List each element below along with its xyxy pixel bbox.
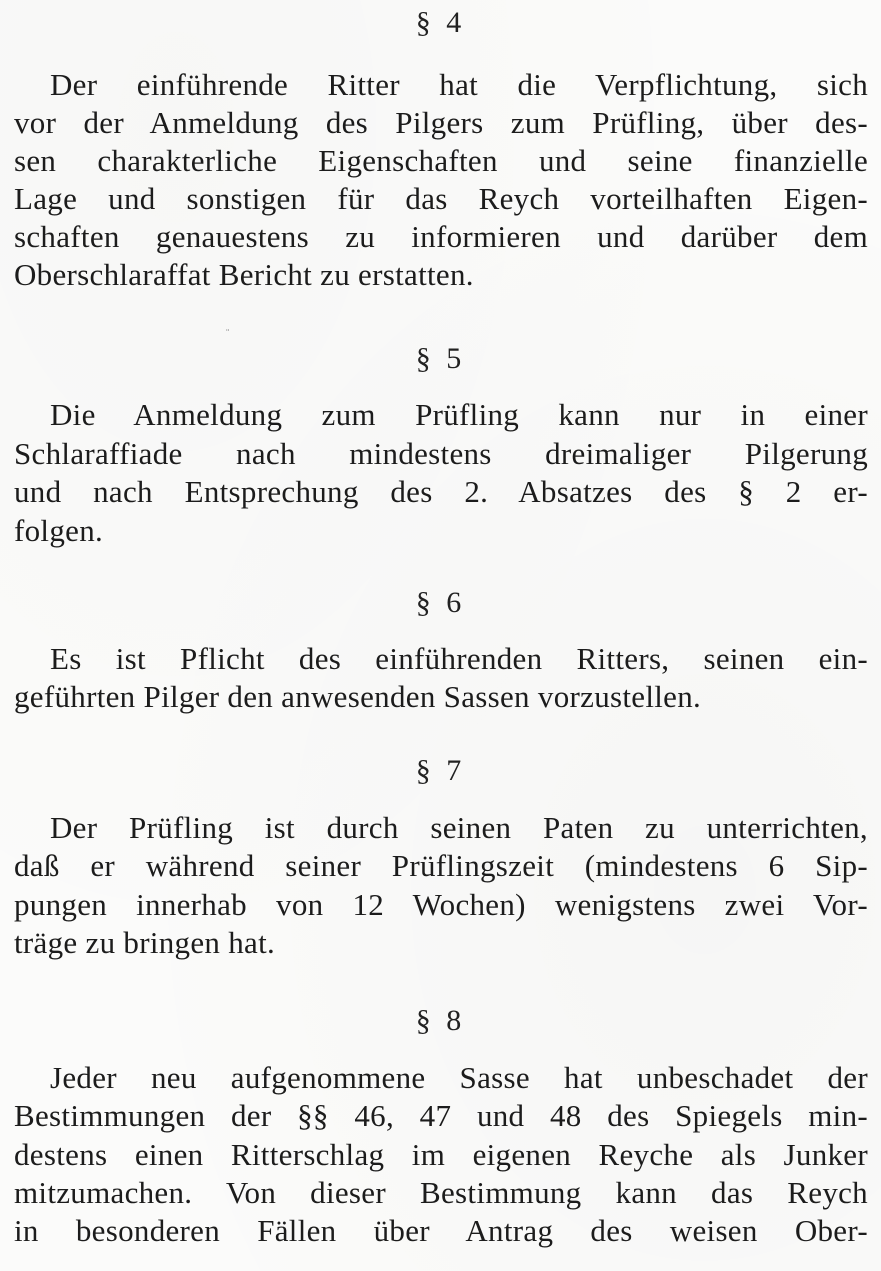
- section-heading-8: § 8: [415, 1004, 466, 1037]
- section-heading-5: § 5: [415, 342, 466, 375]
- section-4-line-4: Lage und sonstigen für das Reych vorteilhaften Eigen-: [14, 181, 868, 216]
- section-8-line-4: mitzumachen. Von dieser Bestimmung kann das Reych: [14, 1175, 868, 1210]
- section-heading-4: § 4: [415, 6, 466, 39]
- section-5-line-2: Schlaraffiade nach mindestens dreimaliger Pilgerung: [14, 436, 868, 471]
- section-4-line-5: schaften genauestens zu informieren und darüber dem: [14, 219, 868, 254]
- section-7-line-4: träge zu bringen hat.: [14, 925, 276, 960]
- print-speck: ¨: [226, 328, 230, 339]
- section-7-line-3: pungen innerhab von 12 Wochen) wenigstens zwei Vor-: [14, 887, 868, 922]
- section-8-line-3: destens einen Ritterschlag im eigenen Reyche als Junker: [14, 1137, 868, 1172]
- section-4-line-1: Der einführende Ritter hat die Verpflichtung, sich: [50, 67, 868, 102]
- section-6-line-2: geführten Pilger den anwesenden Sassen vorzustellen.: [14, 679, 702, 714]
- section-4-line-6: Oberschlaraffat Bericht zu erstatten.: [14, 257, 474, 292]
- section-8-line-1: Jeder neu aufgenommene Sasse hat unbeschadet der: [50, 1060, 868, 1095]
- section-8-line-5: in besonderen Fällen über Antrag des weisen Ober-: [14, 1213, 868, 1248]
- section-8-line-2: Bestimmungen der §§ 46, 47 und 48 des Spiegels min-: [14, 1098, 868, 1133]
- section-4-line-2: vor der Anmeldung des Pilgers zum Prüfling, über des-: [14, 105, 868, 140]
- section-7-line-2: daß er während seiner Prüflingszeit (mindestens 6 Sip-: [14, 848, 868, 883]
- section-7-line-1: Der Prüfling ist durch seinen Paten zu unterrichten,: [50, 810, 868, 845]
- section-heading-7: § 7: [415, 754, 466, 787]
- section-heading-6: § 6: [415, 586, 466, 619]
- section-4-line-3: sen charakterliche Eigenschaften und seine finanzielle: [14, 143, 868, 178]
- section-6-line-1: Es ist Pflicht des einführenden Ritters, seinen ein-: [50, 641, 868, 676]
- section-5-line-1: Die Anmeldung zum Prüfling kann nur in einer: [50, 397, 868, 432]
- section-5-line-3: und nach Entsprechung des 2. Absatzes des § 2 er-: [14, 474, 868, 509]
- section-5-line-4: folgen.: [14, 513, 104, 548]
